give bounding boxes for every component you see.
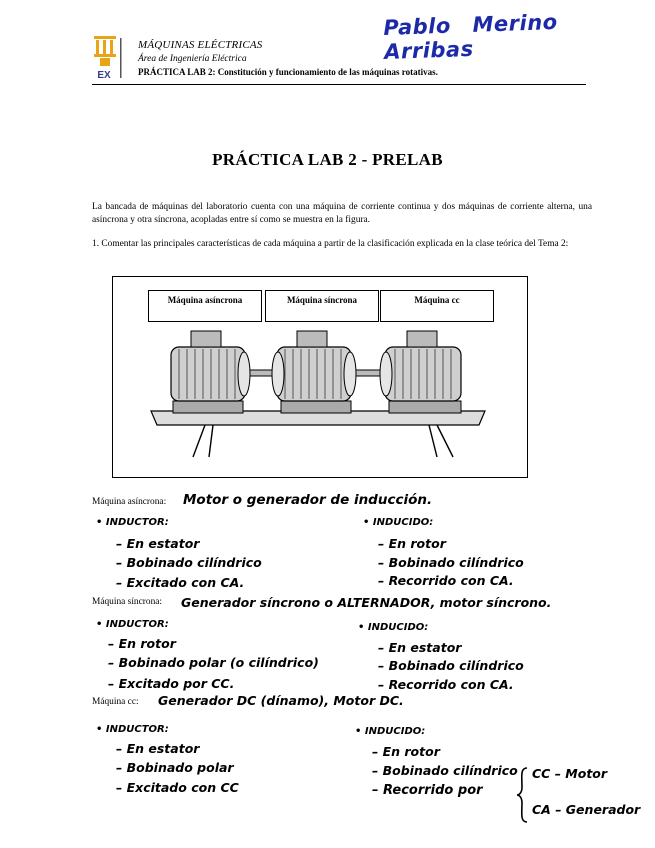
page-title: PRÁCTICA LAB 2 - PRELAB bbox=[212, 150, 443, 169]
answer-asincrona: Motor o generador de inducción. bbox=[183, 492, 433, 508]
practice-title bbox=[138, 67, 438, 77]
sincrona-inducido-header: • INDUCIDO: bbox=[358, 622, 429, 633]
label-maquina-sincrona: Máquina síncrona bbox=[265, 290, 379, 322]
answer-sincrona: Generador síncrono o ALTERNADOR, motor síncrono. bbox=[181, 595, 552, 610]
author-signature: Pablo Merino Arribas bbox=[383, 9, 558, 64]
cc-inductor-2: – Bobinado polar bbox=[116, 760, 234, 775]
curly-brace-icon bbox=[516, 767, 528, 823]
course-area: Área de Ingeniería Eléctrica bbox=[138, 54, 247, 64]
cc-inducido-2: – Bobinado cilíndrico bbox=[372, 763, 518, 778]
cc-inducido-3: – Recorrido por bbox=[372, 783, 483, 798]
sincrona-inducido-3: – Recorrido con CA. bbox=[378, 677, 514, 692]
cc-inductor-header: • INDUCTOR: bbox=[96, 724, 169, 735]
intro-paragraph: La bancada de máquinas del laboratorio cuenta con una máquina de corriente continua y dos máquinas de corriente alterna, una asíncrona y otra síncrona, acopladas entre sí como se muestra en la figura. bbox=[92, 202, 592, 225]
cc-inductor-1: – En estator bbox=[116, 741, 200, 756]
university-logo bbox=[92, 36, 128, 82]
motor-cc bbox=[380, 331, 461, 413]
asincrona-inductor-2: – Bobinado cilíndrico bbox=[116, 555, 262, 570]
cc-brace-generador: CA – Generador bbox=[532, 802, 641, 817]
motor-sincrona bbox=[272, 331, 356, 413]
logo-text: EX bbox=[97, 70, 111, 81]
label-maquina-asincrona: Máquina asíncrona bbox=[148, 290, 262, 322]
cc-brace-motor: CC – Motor bbox=[532, 766, 608, 781]
answer-cc: Generador DC (dínamo), Motor DC. bbox=[158, 693, 404, 708]
cc-inductor-3: – Excitado con CC bbox=[116, 780, 239, 795]
sincrona-inductor-2: – Bobinado polar (o cilíndrico) bbox=[108, 655, 319, 670]
asincrona-inductor-1: – En estator bbox=[116, 536, 200, 551]
label-sincrona: Máquina síncrona: bbox=[92, 597, 163, 607]
asincrona-inductor-3: – Excitado con CA. bbox=[116, 575, 245, 590]
practice-subtitle: Constitución y funcionamiento de las máquinas rotativas. bbox=[217, 67, 438, 77]
label-cc: Máquina cc: bbox=[92, 697, 139, 707]
sincrona-inductor-header: • INDUCTOR: bbox=[96, 619, 169, 630]
asincrona-inducido-header: • INDUCIDO: bbox=[363, 517, 434, 528]
sincrona-inducido-2: – Bobinado cilíndrico bbox=[378, 658, 524, 673]
question-1: 1. Comentar las principales características de cada máquina a partir de la clasificación explicada en la clase teórica del Tema 2: bbox=[92, 239, 569, 249]
sincrona-inductor-1: – En rotor bbox=[108, 636, 176, 651]
label-asincrona: Máquina asíncrona: bbox=[92, 497, 167, 507]
course-title: MÁQUINAS ELÉCTRICAS bbox=[138, 39, 263, 51]
label-maquina-cc: Máquina cc bbox=[380, 290, 494, 322]
asincrona-inducido-3: – Recorrido con CA. bbox=[378, 573, 514, 588]
motor-asincrona bbox=[171, 331, 250, 413]
header-rule bbox=[92, 84, 586, 85]
practice-label: PRÁCTICA LAB 2: bbox=[138, 67, 216, 77]
asincrona-inducido-1: – En rotor bbox=[378, 536, 446, 551]
asincrona-inducido-2: – Bobinado cilíndrico bbox=[378, 555, 524, 570]
cc-inducido-header: • INDUCIDO: bbox=[355, 726, 426, 737]
sincrona-inducido-1: – En estator bbox=[378, 640, 462, 655]
sincrona-inductor-3: – Excitado por CC. bbox=[108, 676, 235, 691]
cc-inducido-1: – En rotor bbox=[372, 744, 440, 759]
asincrona-inductor-header: • INDUCTOR: bbox=[96, 517, 169, 528]
